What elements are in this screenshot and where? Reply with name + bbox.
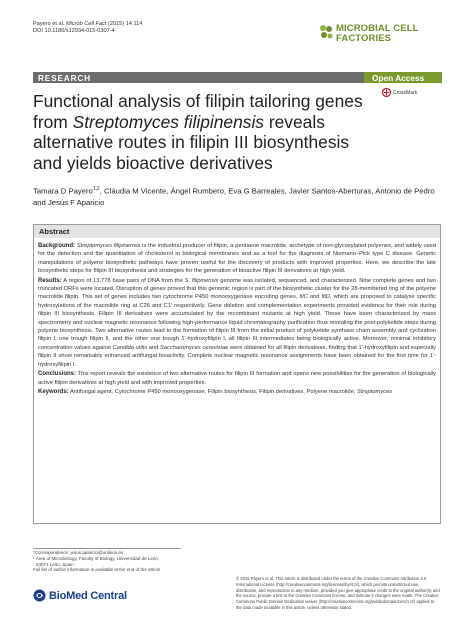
- author-first-sup: 1,2: [92, 186, 100, 192]
- title-part1: Functional analysis of filipin tailoring genes from: [33, 91, 363, 132]
- keywords-text: Antifungal agent, Cytochrome P450 monooxygenase, Filipin biosynthesis, Filipin derivatives, Polyene macrolide,: [68, 388, 357, 395]
- author-first[interactable]: Tamara D Payero: [33, 186, 93, 196]
- keywords-italic: Streptomyces: [356, 388, 393, 395]
- correspondence[interactable]: *Correspondence: jesus.aparicio@unileon.es: [33, 550, 124, 555]
- journal-name-line1: MICROBIAL CELL: [336, 23, 419, 34]
- authors-rest: , Cláudia M Vicente, Ángel Rumbero, Eva G Barreales, Javier Santos‑Aberturas, Antonio de Pedro and Jesús F Aparicio: [33, 186, 435, 207]
- biomed-central-icon: [33, 589, 46, 602]
- open-access-badge: [364, 72, 442, 83]
- citation-authors: Payero et al.: [33, 21, 65, 27]
- crossmark-icon: [382, 88, 391, 97]
- abstract-header: [34, 225, 440, 238]
- results-text-c: and: [307, 294, 322, 301]
- title-italic: Streptomyces filipinensis: [72, 111, 264, 132]
- abstract-heading: Abstract: [39, 227, 70, 236]
- author-info-note: Full list of author information is available at the end of the article: [33, 567, 161, 573]
- journal-logo: [319, 24, 419, 44]
- background-italic: Streptomyces filipinensis: [76, 243, 141, 249]
- abstract-background: [38, 242, 436, 276]
- citation-block: [33, 21, 142, 35]
- abstract-results: [38, 277, 436, 369]
- results-italic-c: filD: [321, 294, 330, 301]
- results-italic-e: Saccharomyces cerevisiae: [159, 344, 229, 351]
- results-italic-b: filC: [299, 294, 308, 301]
- crossmark-label: CrossMark: [393, 89, 418, 96]
- cell-cluster-icon: [319, 24, 333, 40]
- results-italic-d: Candida utilis: [112, 344, 148, 351]
- footnote-divider: [33, 548, 181, 549]
- citation-journal: Microb Cell Fact: [65, 21, 107, 27]
- results-text-f: were obtained for all filipin derivatives, finding that 1′-hydroxyfilipin and especially filipin II show remarkably enhanced antifungal bioactivity. Complete nuclear magnetic resonance assignments have been obtained for the first time for 1′-hydroxyfilipin I.: [38, 344, 437, 368]
- results-label: Results:: [38, 277, 62, 284]
- title-part2: reveals alternative routes in filipin III biosynthesis and yields bioactive derivatives: [33, 111, 350, 173]
- affiliation-line2: 24071 León, Spain: [36, 561, 74, 567]
- article-title: [33, 91, 378, 173]
- publisher-logo: [33, 589, 127, 602]
- open-access-label: Open Access: [372, 73, 425, 83]
- doi-line[interactable]: DOI 10.1186/s12934-015-0307-4: [33, 28, 115, 34]
- results-italic-a: S. filipinensis: [184, 277, 219, 284]
- abstract-keywords: [38, 388, 436, 396]
- results-text-e: and: [147, 344, 160, 351]
- results-text-d: , which are proposed to catalyse specific hydroxylations of the macrolide ring at C26 and C1′ respectively. Gene deletion and complementation experiments provided evidence for their role during filipin III biosynthesis. Filipin III derivatives were accumulated by the recombinant mutants at high yield. These have been characterized by mass spectrometry and nuclear magnetic resonance following high-performance liquid chromatography purification thus revealing the post-polyketide steps during polyene biosynthesis. Two alternative routes lead to the formation of filipin III from the initial product of polyketide synthase chain assembly and cyclization filipin I, one trough filipin II, and the other one trough 1′-hydroxyfilipin I, all filipin III intermediates being biologically active. Moreover, minimal inhibitory concentration values against: [38, 294, 436, 351]
- abstract-body: [38, 242, 436, 397]
- citation-line: [33, 21, 142, 28]
- conclusions-text: This report reveals the existence of two alternative routes for filipin III formation and opens new possibilities for the generation of biologically active filipin derivatives at high yield and with improved properties.: [38, 371, 436, 386]
- footnote-block: [33, 550, 203, 573]
- crossmark-link[interactable]: [382, 88, 417, 97]
- publisher-name: BioMed Central: [49, 589, 127, 602]
- affiliation-line1: ¹ Área of Microbiology, Faculty of Biology, Universidad de León,: [33, 555, 160, 561]
- author-list: [33, 184, 443, 208]
- journal-name-line2: FACTORIES: [336, 33, 392, 44]
- results-text-a: A region of 13,778 base pairs of DNA from the: [61, 277, 185, 284]
- journal-name: [336, 24, 419, 44]
- keywords-label: Keywords:: [38, 388, 69, 395]
- abstract-box: [33, 224, 441, 524]
- background-label: Background:: [38, 243, 76, 249]
- conclusions-label: Conclusions:: [38, 371, 77, 378]
- license-text: © 2015 Payero et al. This article is distributed under the terms of the Creative Commons Attribution 4.0 International License (http://creativecommons.org/licenses/by/4.0/), which permits unrestricted use, distribution, and reproduction in any medium, provided you give appropriate credit to the original author(s) and the source, provide a link to the Creative Commons license, and indicate if changes were made. The Creative Commons Public Domain Dedication waiver (http://creativecommons.org/publicdomain/zero/1.0/) applies to the data made available in this article, unless otherwise stated.: [236, 576, 440, 610]
- background-text: is the industrial producer of filipin, a pentaene macrolide, archetype of non-glycosylated polyenes, and widely used for the detection and the quantitation of cholesterol in biological membranes and as a tool for the diagnosis of Niemann–Pick type C disease. Genetic manipulations of polyene biosynthetic pathways have proven useful for the discovery of products with improved properties. Here, we describe the late biosynthetic steps for filipin III biosynthesis and strategies for the generation of bioactive filipin III derivatives at high yield.: [38, 243, 436, 275]
- citation-ref: (2015) 14:114: [107, 21, 143, 27]
- section-label: RESEARCH: [38, 73, 91, 83]
- abstract-conclusions: [38, 370, 436, 387]
- results-text-b: genome was isolated, sequenced, and characterized. Nine complete genes and two truncated ORFs were located. Disruption of genes proved that this genomic region is part of the biosynthetic cluster for the 28-membered ring of the polyene macrolide filipin. This set of genes includes two cytochrome P450 monooxygenase encoding genes,: [38, 277, 436, 301]
